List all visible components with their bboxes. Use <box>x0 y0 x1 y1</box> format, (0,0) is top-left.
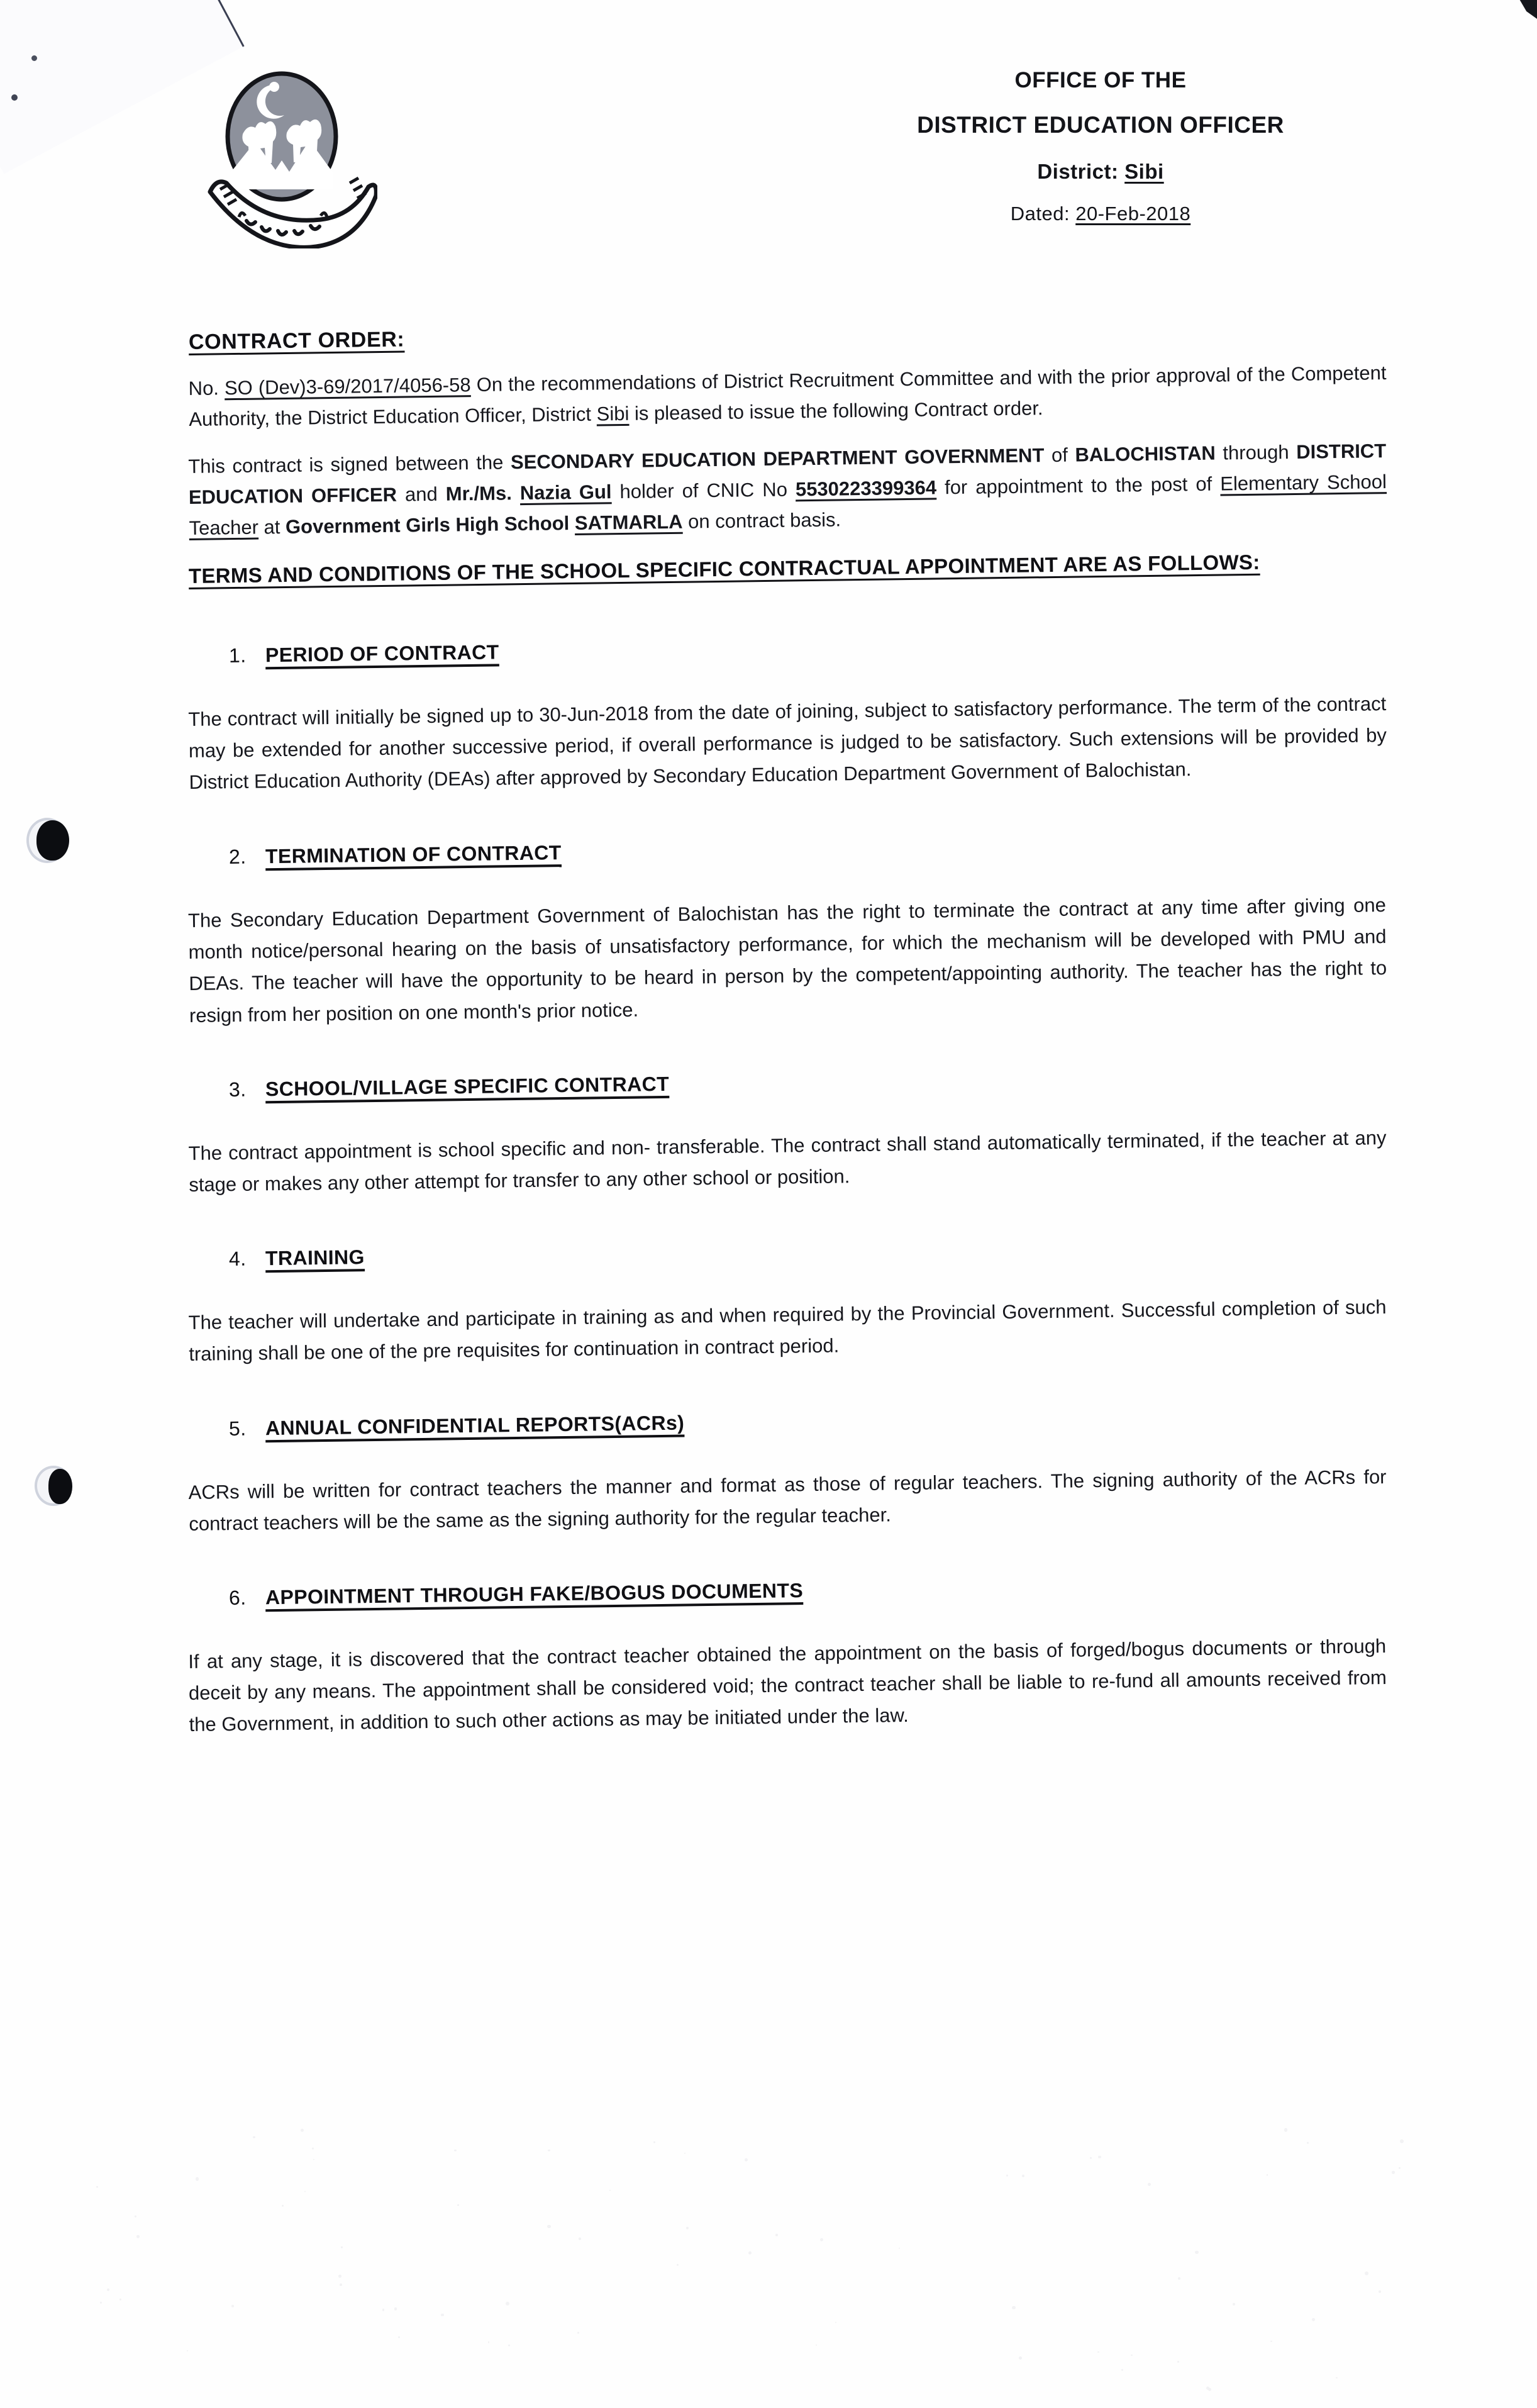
section-1-body: The contract will initially be signed up to 30-Jun-2018 from the date of joining, subject to satisfactory performance. The term of the contract may be extended for another successive period, if overall performance is judged to be satisfactory. Such extensions will be provided by District Education Authority (DEAs) after approved by Secondary Education Department Government of Balochistan. <box>188 693 1387 794</box>
section-4-title: TRAINING <box>265 1246 365 1270</box>
province-name: BALOCHISTAN <box>1075 442 1216 466</box>
section-3-title: SCHOOL/VILLAGE SPECIFIC CONTRACT <box>265 1072 670 1101</box>
section-appointment-through-fake-documents <box>188 1579 1387 1741</box>
document-body <box>187 327 1387 1788</box>
parties-paragraph <box>188 436 1387 544</box>
scan-speck <box>1206 2387 1209 2390</box>
scan-speck <box>341 2246 342 2248</box>
section-4-number: 4. <box>228 1247 247 1271</box>
section-5-body: ACRs will be written for contract teachers the manner and format as those of regular teachers. The signing authority of the ACRs for contract teachers will be the same as the signing authority for the regular teacher. <box>188 1465 1387 1535</box>
scan-speck <box>677 2264 679 2266</box>
intro-district: Sibi <box>596 402 630 425</box>
scan-speck <box>775 2234 777 2236</box>
scan-speck <box>1195 2251 1198 2254</box>
scan-speck <box>340 2283 342 2286</box>
scan-speck <box>820 2238 823 2241</box>
scan-speck <box>547 2225 551 2229</box>
scan-speck <box>1307 2142 1309 2144</box>
scan-speck-lower <box>31 55 37 61</box>
scan-speck <box>231 2305 234 2307</box>
parties-and: and <box>404 482 438 506</box>
scan-speck <box>96 2186 99 2188</box>
scan-speck <box>684 2153 685 2154</box>
section-2-number: 2. <box>228 845 247 868</box>
section-6-number: 6. <box>228 1586 247 1610</box>
scan-speck <box>1097 2351 1099 2353</box>
scan-speck <box>135 2216 136 2217</box>
scan-speck <box>1131 2355 1132 2356</box>
section-training <box>189 1247 1387 1370</box>
scan-speck <box>506 2302 509 2305</box>
section-5-title: ANNUAL CONFIDENTIAL REPORTS(ACRs) <box>265 1411 685 1439</box>
department-name: SECONDARY EDUCATION DEPARTMENT GOVERNMENT <box>510 444 1045 474</box>
scan-speck <box>304 2191 306 2193</box>
scan-speck <box>1312 2318 1315 2321</box>
scan-speck <box>748 2251 752 2255</box>
school-name: SATMARLA <box>574 510 683 534</box>
section-2-body: The Secondary Education Department Government of Balochistan has the right to terminate the contract at any time after giving one month notice/personal hearing on the basis of unsatisfactory performance, for which the mechanism will be developed with PMU and DEAs. The teacher will have the opportunity to be heard in person by the competent/appointing authority. The teacher has the right to resign from her position on one month's prior notice. <box>187 894 1387 1027</box>
scan-speck <box>1012 2306 1015 2309</box>
contract-order-title: CONTRACT ORDER: <box>188 327 405 354</box>
post-name: Elementary School Teacher <box>189 470 1387 539</box>
parties-through: through <box>1223 441 1289 464</box>
letterhead <box>799 68 1402 225</box>
scan-speck <box>1121 2369 1123 2371</box>
scan-speck <box>577 2332 579 2333</box>
section-1-number: 1. <box>228 644 247 667</box>
scan-speck <box>338 2275 341 2278</box>
scan-speck <box>398 2336 400 2338</box>
scan-speck <box>1400 2139 1404 2143</box>
dated-label: Dated: <box>1010 203 1070 225</box>
scan-speck <box>1392 2171 1394 2173</box>
scan-speck <box>1267 2174 1268 2175</box>
section-2-title: TERMINATION OF CONTRACT <box>265 841 562 868</box>
appointment-text: for appointment to the post of <box>944 472 1212 499</box>
scan-speck <box>282 2205 284 2207</box>
scan-speck <box>488 2341 489 2343</box>
office-of-the-line: OFFICE OF THE <box>1014 68 1187 92</box>
government-of-balochistan-emblem <box>201 66 377 248</box>
scan-speck <box>835 2322 836 2323</box>
section-2-heading <box>229 830 1387 869</box>
scan-speck <box>1270 2341 1272 2343</box>
section-3-number: 3. <box>228 1078 247 1101</box>
intro-tail: is pleased to issue the following Contract order. <box>634 397 1043 425</box>
scan-speck <box>394 2307 397 2310</box>
scan-speck <box>1098 2156 1101 2159</box>
parties-of: of <box>1051 443 1068 466</box>
intro-text: On the recommendations of District Recruitment Committee and with the prior approval of the Competent Authority, the District Education Officer, District <box>189 362 1387 430</box>
dated-line <box>799 203 1402 225</box>
scan-speck <box>100 2302 102 2304</box>
scan-mark-top-right <box>1511 0 1537 19</box>
section-1-title: PERIOD OF CONTRACT <box>265 640 499 667</box>
scan-speck <box>1178 2277 1180 2280</box>
section-5-number: 5. <box>228 1417 247 1440</box>
scan-speck <box>312 2148 314 2149</box>
district-label: District: <box>1037 160 1119 183</box>
scan-speck-upper <box>11 94 18 101</box>
parties-at: at <box>264 515 280 538</box>
scan-speck <box>899 2248 900 2249</box>
scan-speck <box>1336 2377 1338 2379</box>
scan-speck <box>119 2299 121 2300</box>
scan-speck <box>313 2159 314 2160</box>
section-period-of-contract <box>188 640 1387 799</box>
scan-speck <box>548 2149 550 2151</box>
scan-speck <box>1379 2290 1381 2293</box>
scan-speck <box>1233 2303 1235 2305</box>
scan-speck <box>253 2136 255 2139</box>
section-6-body: If at any stage, it is discovered that the contract teacher obtained the appointment on the basis of forged/bogus documents or through deceit by any means. The appointment shall be considered void; the contract teacher shall be liable to re-fund all amounts received from the Government, in addition to such other actions as may be initiated under the law. <box>188 1635 1387 1736</box>
holder-text: holder of CNIC No <box>619 478 788 503</box>
teacher-name: Nazia Gul <box>519 481 612 504</box>
school-prefix: Government Girls High School <box>285 511 570 538</box>
scan-speck <box>686 2227 689 2229</box>
scan-speck <box>136 2235 140 2238</box>
section-6-title: APPOINTMENT THROUGH FAKE/BOGUS DOCUMENTS <box>265 1579 804 1609</box>
scan-speck <box>745 2158 748 2161</box>
scan-speck <box>1019 2356 1022 2360</box>
scan-speck <box>1022 2175 1024 2177</box>
scan-speck <box>816 2344 817 2346</box>
scan-speck <box>107 2288 109 2291</box>
scan-speck <box>1090 2157 1092 2159</box>
reference-paragraph <box>188 358 1387 435</box>
scan-speck <box>1365 2271 1368 2275</box>
reference-number: SO (Dev)3-69/2017/4056-58 <box>224 374 471 399</box>
hole-punch-mark-lower <box>35 1466 72 1506</box>
through-office: DISTRICT EDUCATION OFFICER <box>188 440 1387 508</box>
section-4-heading <box>229 1232 1387 1271</box>
scan-speck <box>301 2129 304 2132</box>
contract-basis-text: on contract basis. <box>687 508 841 533</box>
scan-speck <box>579 2238 581 2240</box>
district-education-officer-line: DISTRICT EDUCATION OFFICER <box>917 112 1284 138</box>
scan-speck <box>382 2309 385 2311</box>
scan-speck <box>1284 2128 1288 2132</box>
section-4-body: The teacher will undertake and participate in training as and when required by the Provincial Government. Successful completion of such training shall be one of the pre requisites for continuation in contract period. <box>188 1296 1387 1366</box>
hole-punch-mark-upper <box>26 818 68 863</box>
scan-speck <box>457 2204 459 2206</box>
district-line <box>799 160 1402 184</box>
scan-speck <box>1399 2167 1401 2170</box>
parties-lead: This contract is signed between the <box>188 451 504 477</box>
scan-speck <box>1208 2388 1211 2391</box>
scan-speck <box>609 2190 611 2191</box>
scan-speck <box>1148 2183 1151 2187</box>
district-value: Sibi <box>1124 160 1164 183</box>
section-6-heading <box>229 1571 1387 1610</box>
section-3-body: The contract appointment is school specific and non- transferable. The contract shall stand automatically terminated, if the teacher at any stage or makes any other attempt for transfer to any other school or position. <box>188 1126 1387 1196</box>
section-5-heading <box>229 1402 1387 1441</box>
section-3-heading <box>229 1063 1387 1101</box>
scan-speck <box>196 2177 199 2180</box>
scan-speck <box>454 2149 457 2152</box>
scan-speck <box>441 2314 443 2316</box>
scan-speck <box>187 2350 188 2351</box>
cnic-number: 5530223399364 <box>795 476 937 501</box>
scan-speck <box>1177 2361 1179 2363</box>
salutation: Mr./Ms. <box>445 482 513 505</box>
section-termination-of-contract <box>187 841 1387 1032</box>
section-school-village-specific-contract <box>188 1072 1387 1201</box>
terms-and-conditions-heading: TERMS AND CONDITIONS OF THE SCHOOL SPECIFIC CONTRACTUAL APPOINTMENT ARE AS FOLLOWS: <box>188 550 1260 588</box>
section-1-heading <box>229 629 1387 667</box>
scan-speck <box>508 2344 511 2347</box>
scan-speck <box>653 2141 656 2144</box>
scan-speck <box>1006 2175 1008 2177</box>
section-annual-confidential-reports <box>188 1411 1387 1540</box>
reference-prefix: No. <box>188 377 219 400</box>
dated-value: 20-Feb-2018 <box>1075 203 1191 225</box>
